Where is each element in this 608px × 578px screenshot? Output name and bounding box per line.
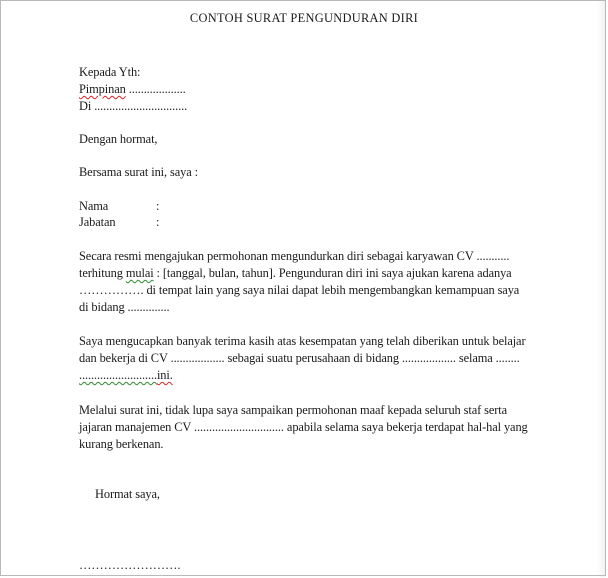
paragraph-3-line-2: jajaran manajemen CV .............................. apabila selama saya bekerja terdapat hal-hal yang xyxy=(79,420,528,434)
letter-title: CONTOH SURAT PENGUNDURAN DIRI xyxy=(189,11,419,25)
paragraph-1-line-2-word: mulai xyxy=(125,266,154,280)
closing: Hormat saya, xyxy=(95,487,160,501)
position-label: Jabatan xyxy=(79,215,116,229)
paragraph-3-line-1: Melalui surat ini, tidak lupa saya sampaikan permohonan maaf kepada seluruh staf serta xyxy=(79,403,508,417)
paragraph-2-line-1: Saya mengucapkan banyak terima kasih atas kesempatan yang telah diberikan untuk belajar xyxy=(79,334,526,348)
paragraph-1-line-3: ……………. di tempat lain yang saya nilai dapat lebih mengembangkan kemampuan saya xyxy=(79,283,520,297)
name-colon: : xyxy=(156,199,160,213)
paragraph-2-line-3-dots: .......................... xyxy=(79,368,157,382)
recipient-title-dots: ................... xyxy=(125,82,186,96)
paragraph-1-line-2-post: : [tanggal, bulan, tahun]. Pengunduran diri ini saya ajukan karena adanya xyxy=(153,266,512,280)
paragraph-2-line-3-word: ini. xyxy=(156,368,173,382)
paragraph-1-line-2-pre: terhitung xyxy=(79,266,126,280)
recipient-line-2 xyxy=(79,81,186,97)
signature-line: ……………………. xyxy=(79,558,181,572)
intro-line: Bersama surat ini, saya : xyxy=(79,165,198,179)
paragraph-1-line-4: di bidang .............. xyxy=(79,300,170,314)
paragraph-3-line-3: kurang berkenan. xyxy=(79,437,164,451)
page-edge-shadow xyxy=(597,1,605,577)
paragraph-1-line-2 xyxy=(79,265,512,281)
position-colon: : xyxy=(156,215,160,229)
name-label: Nama xyxy=(79,199,109,213)
greeting: Dengan hormat, xyxy=(79,132,158,146)
recipient-line-3: Di ............................... xyxy=(79,99,188,113)
paragraph-2-line-3 xyxy=(79,367,173,383)
recipient-line-1: Kepada Yth: xyxy=(79,65,141,79)
recipient-title-word: Pimpinan xyxy=(79,82,126,96)
paragraph-2-line-2: dan bekerja di CV .................. sebagai suatu perusahaan di bidang .................. selama ........ xyxy=(79,351,520,365)
paragraph-1-line-1: Secara resmi mengajukan permohonan mengundurkan diri sebagai karyawan CV ........... xyxy=(79,249,510,263)
